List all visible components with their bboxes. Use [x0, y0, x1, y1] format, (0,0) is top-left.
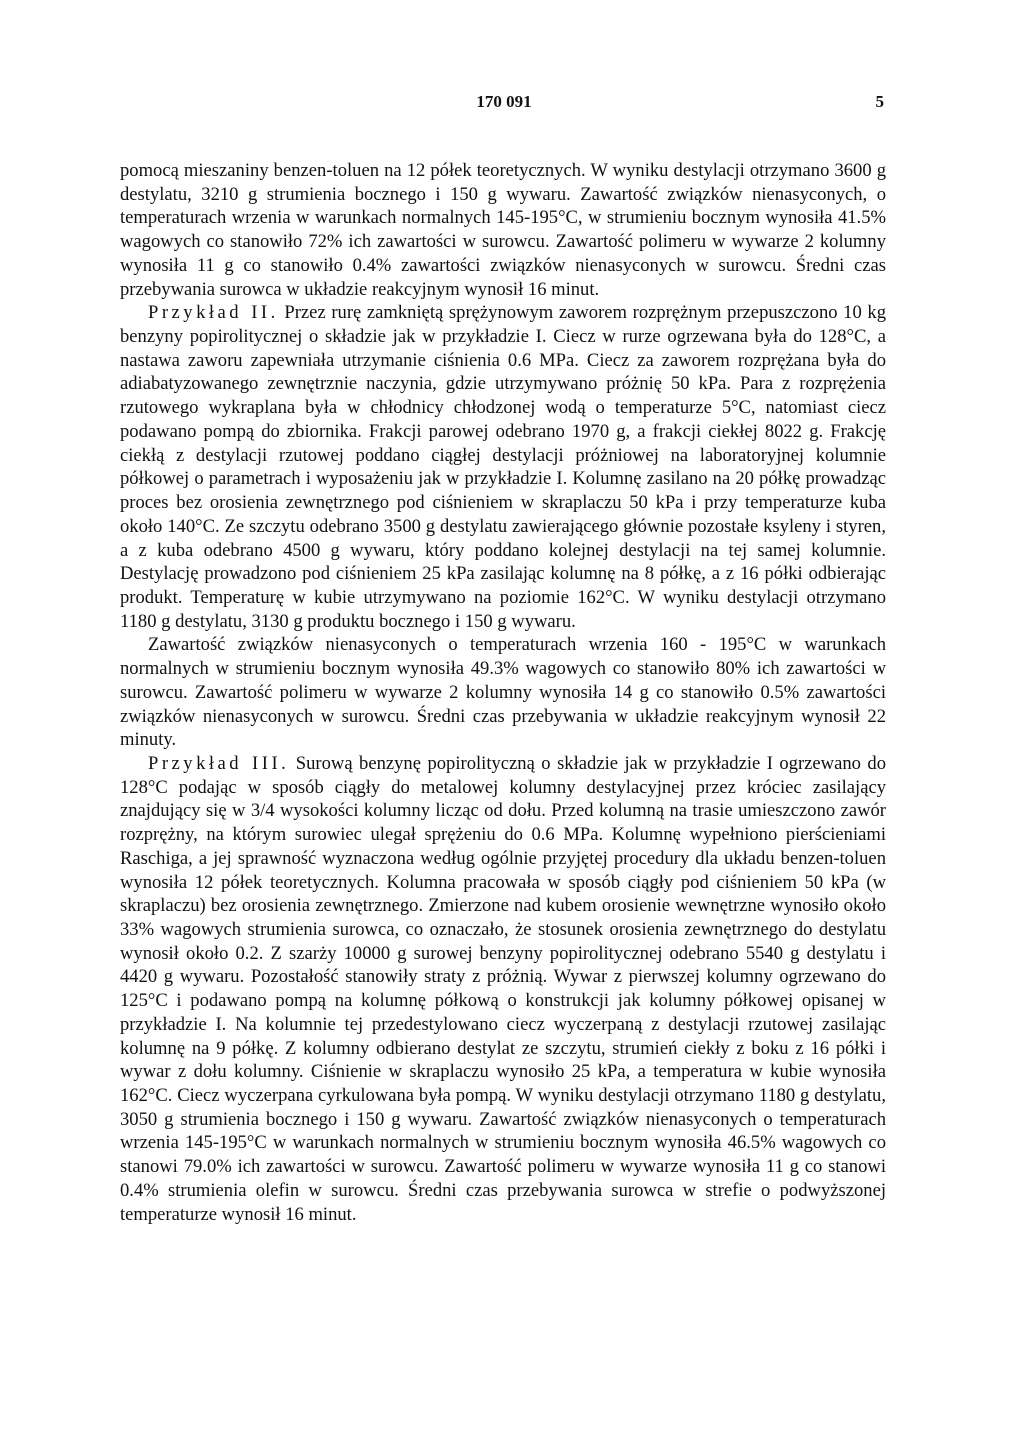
document-body	[120, 159, 886, 1226]
paragraph-text: Surową benzynę popirolityczną o składzie jak w przykładzie I ogrzewano do 128°C podając w sposób ciągły do metalowej kolumny destylacyjnej przez króciec zasilający znajdujący się w 3/4 wysokości kolumny licząc od dołu. Przed kolumną na trasie umieszczono zawór rozprężny, na którym surowiec ulegał sprężeniu do 0.6 MPa. Kolumnę wypełniono pierścieniami Raschiga, a jej sprawność wyznaczona według ogólnie przyjętej procedury dla układu benzen-toluen wynosiła 12 półek teoretycznych. Kolumna pracowała w sposób ciągły pod ciśnieniem 50 kPa (w skraplaczu) bez orosienia zewnętrznego. Zmierzone nad kubem orosienie wewnętrzne wynosiło około 33% wagowych strumienia surowca, co oznaczało, że stosunek orosienia zewnętrznego do destylatu wynosił około 0.2. Z szarży 10000 g surowej benzyny popirolitycznej odebrano 5540 g destylatu i 4420 g wywaru. Pozostałość stanowiły straty z próżnią. Wywar z pierwszej kolumny ogrzewano do 125°C i podawano pompą na kolumnę półkową o konstrukcji jak kolumny półkowej opisanej w przykładzie I. Na kolumnie tej przedestylowano ciecz wyczerpaną z destylacji rzutowej zasilając kolumnę na 9 półkę. Z kolumny odbierano destylat ze szczytu, strumień ciekły z boku z 16 półki i wywar z dołu kolumny. Ciśnienie w skraplaczu wynosiło 25 kPa, a temperatura w kubie wynosiła 162°C. Ciecz wyczerpana cyrkulowana była pompą. W wyniku destylacji otrzymano 1180 g destylatu, 3050 g strumienia bocznego i 150 g wywaru. Zawartość związków nienasyconych o temperaturach wrzenia 145-195°C w warunkach normalnych w strumieniu bocznym wynosiła 46.5% wagowych co stanowi 79.0% ich zawartości w surowcu. Zawartość polimeru w wywarze wynosiła 11 g co stanowi 0.4% strumienia olefin w surowcu. Średni czas przebywania surowca w strefie o podwyższonej temperaturze wynosił 16 minut.	[120, 752, 887, 1225]
patent-number: 170 091	[476, 92, 532, 111]
paragraph-results-2	[120, 633, 886, 752]
paragraph-example-3	[120, 752, 886, 1226]
paragraph-text: pomocą mieszaniny benzen-toluen na 12 półek teoretycznych. W wyniku destylacji otrzymano 3600 g destylatu, 3210 g strumienia bocznego i 150 g wywaru. Zawartość związków nienasyconych, o temperaturach wrzenia w warunkach normalnych 145-195°C, w strumieniu bocznym wynosiła 41.5% wagowych co stanowiło 72% ich zawartości w surowcu. Zawartość polimeru w wywarze 2 kolumny wynosiła 11 g co stanowiło 0.4% zawartości związków nienasyconych w surowcu. Średni czas przebywania surowca w układzie reakcyjnym wynosił 16 minut.	[120, 160, 886, 300]
paragraph-continuation	[120, 159, 886, 301]
page-header	[120, 92, 888, 116]
paragraph-example-2	[120, 301, 886, 633]
example-label: Przykład III.	[148, 752, 290, 774]
paragraph-text: Przez rurę zamkniętą sprężynowym zaworem rozprężnym przepuszczono 10 kg benzyny popirolitycznej o składzie jak w przykładzie I. Ciecz w rurze ogrzewana była do 128°C, a nastawa zaworu zapewniała utrzymanie ciśnienia 0.6 MPa. Ciecz za zaworem rozprężana była do adiabatyzowanego zewnętrznie naczynia, gdzie utrzymywano próżnię 50 kPa. Para z rozprężenia rzutowego wykraplana była w chłodnicy chłodzonej wodą o temperaturze 5°C, natomiast ciecz podawano pompą do zbiornika. Frakcji parowej odebrano 1970 g, a frakcji ciekłej 8022 g. Frakcję ciekłą z destylacji rzutowej poddano ciągłej destylacji próżniowej na laboratoryjnej kolumnie półkowej o parametrach i wyposażeniu jak w przykładzie I. Kolumnę zasilano na 20 półkę prowadząc proces bez orosienia zewnętrznego pod ciśnieniem w skraplaczu 50 kPa i przy temperaturze kuba około 140°C. Ze szczytu odebrano 3500 g destylatu zawierającego głównie pozostałe ksyleny i styren, a z kuba odebrano 4500 g wywaru, który poddano kolejnej destylacji na tej samej kolumnie. Destylację prowadzono pod ciśnieniem 25 kPa zasilając kolumnę na 8 półkę, a z 16 półki odbierając produkt. Temperaturę w kubie utrzymywano na poziomie 162°C. W wyniku destylacji otrzymano 1180 g destylatu, 3130 g produktu bocznego i 150 g wywaru.	[120, 302, 886, 632]
page-number: 5	[875, 92, 884, 111]
example-label: Przykład II.	[148, 302, 279, 324]
paragraph-text: Zawartość związków nienasyconych o temperaturach wrzenia 160 - 195°C w warunkach normalnych w strumieniu bocznym wynosiła 49.3% wagowych co stanowiło 80% ich zawartości w surowcu. Zawartość polimeru w wywarze 2 kolumny wynosiła 14 g co stanowiło 0.5% zawartości związków nienasyconych w surowcu. Średni czas przebywania w układzie reakcyjnym wynosił 22 minuty.	[120, 634, 886, 751]
